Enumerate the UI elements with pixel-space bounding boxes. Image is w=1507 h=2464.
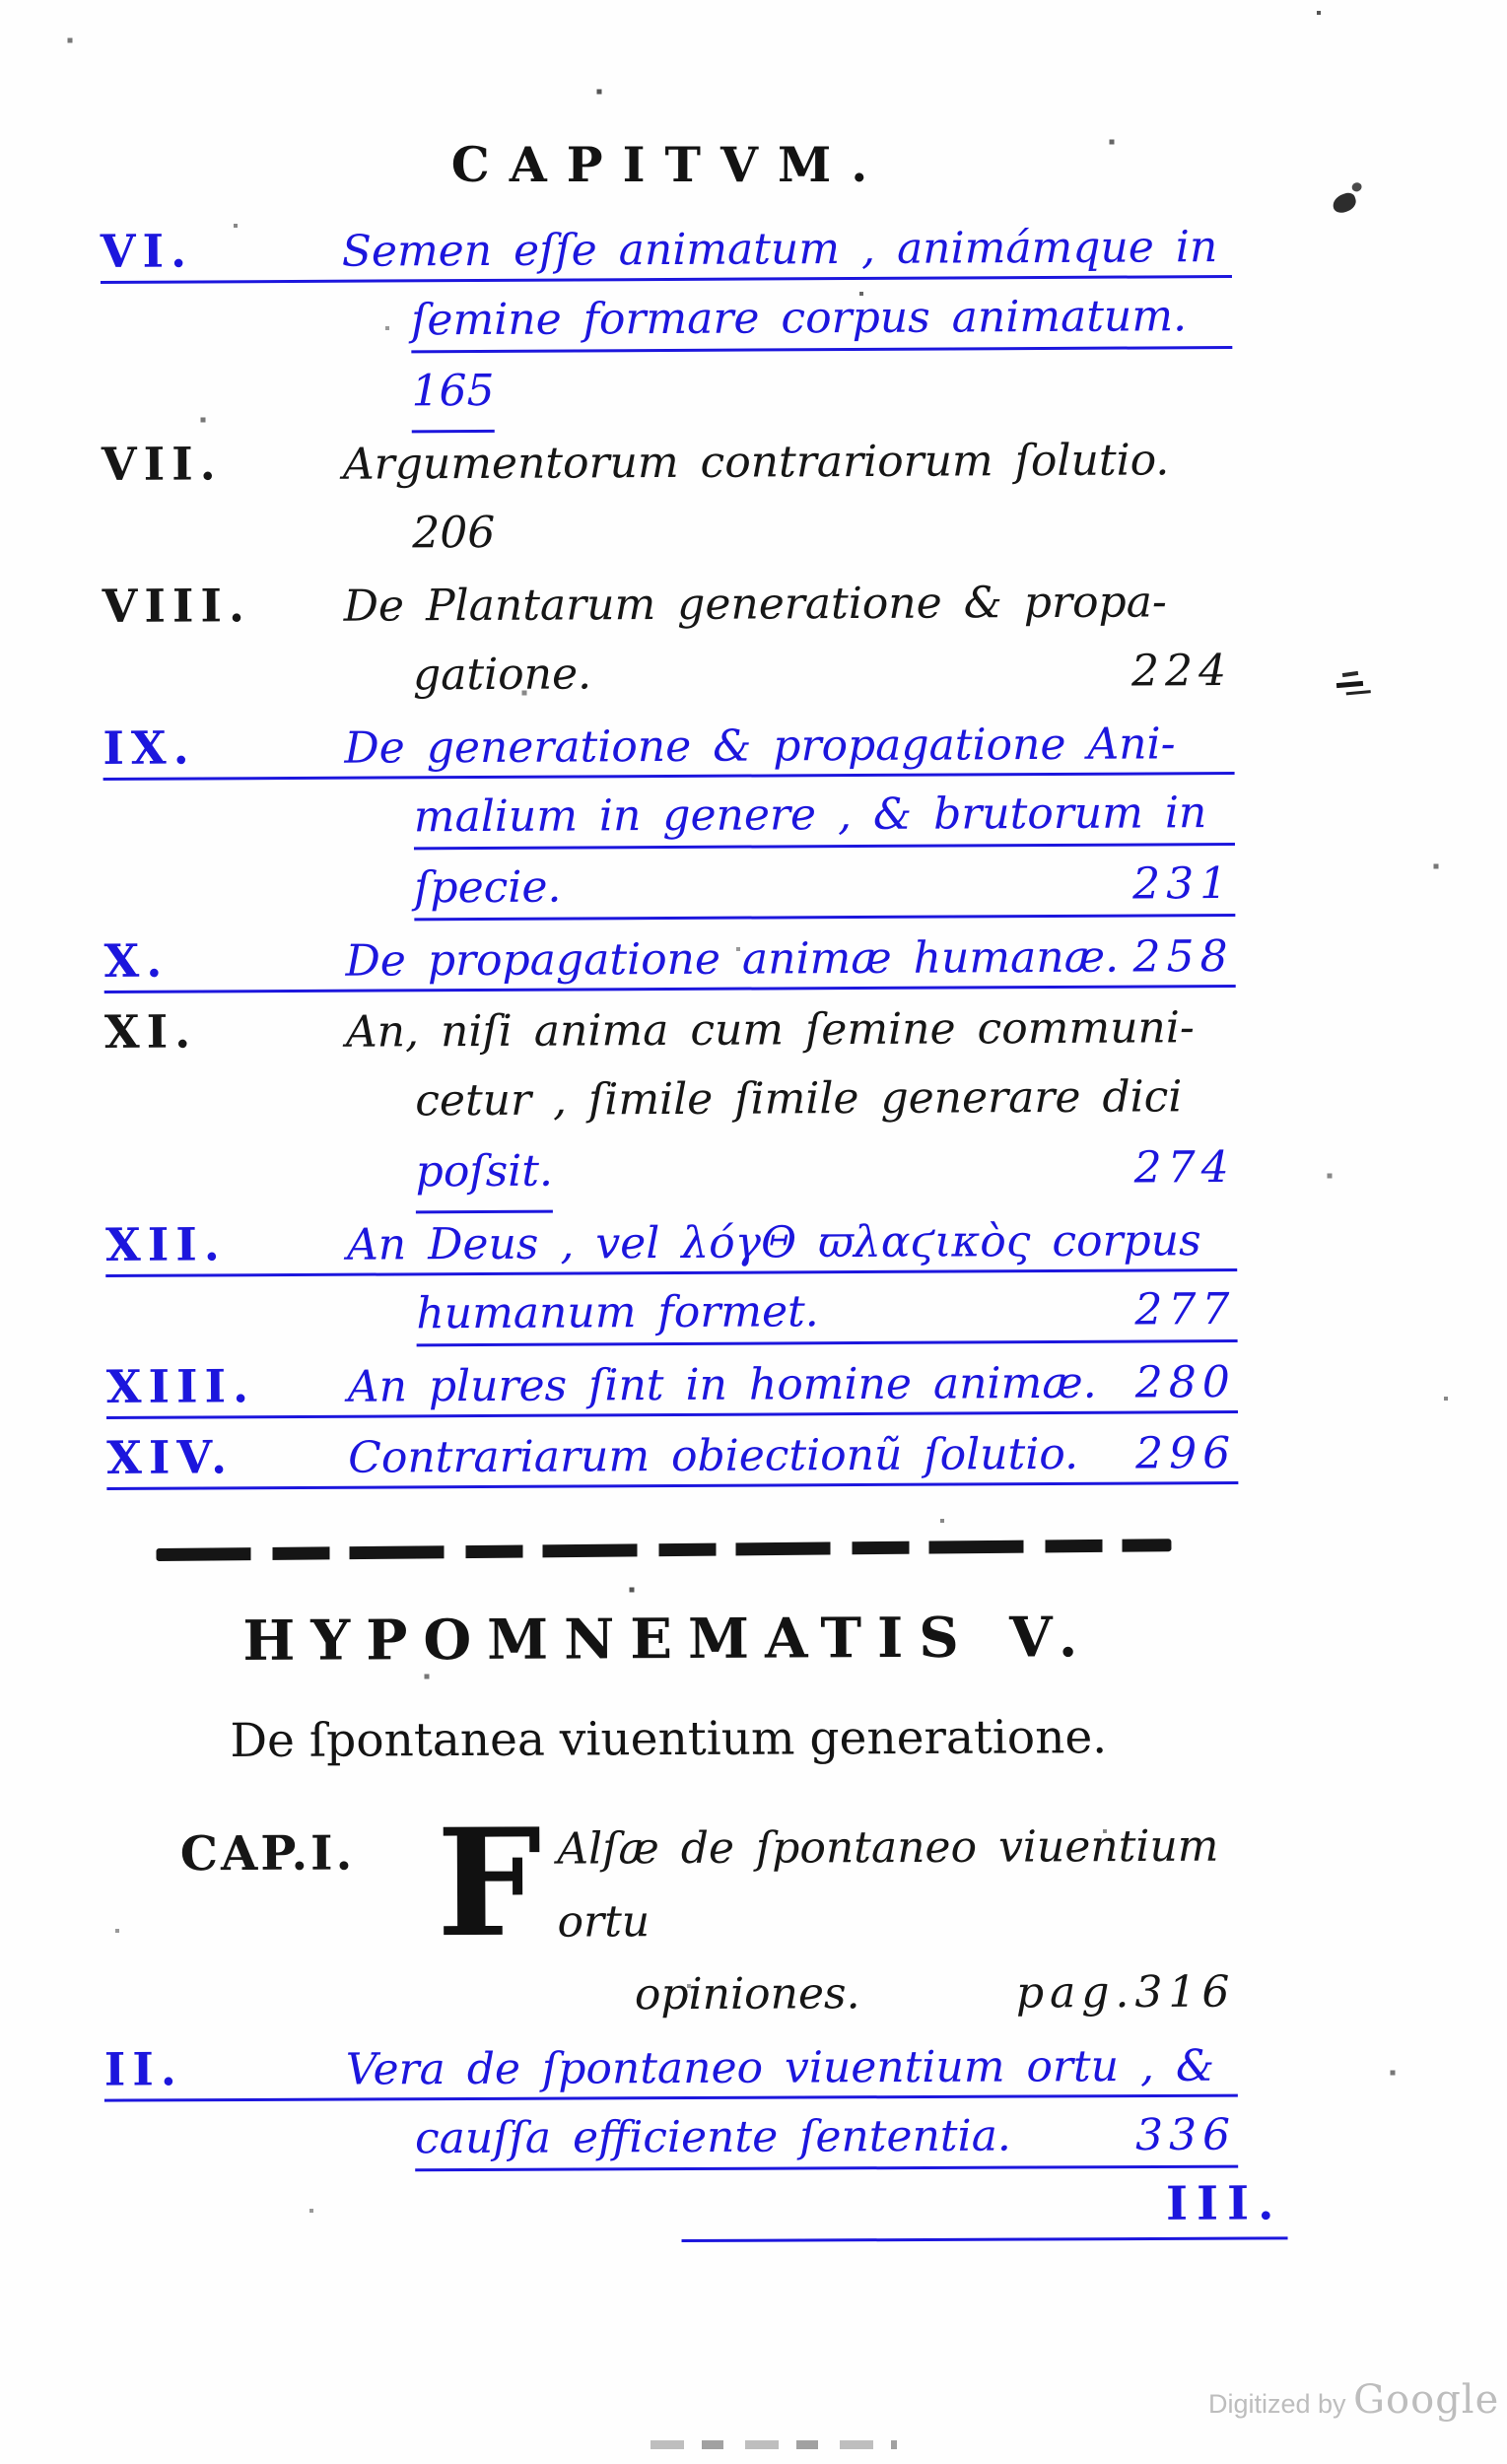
table-of-contents	[101, 210, 1239, 1493]
chapter-title-line[interactable]: malium in genere , & brutorum in	[413, 787, 1207, 843]
digitized-by-text: Digitized by	[1208, 2389, 1354, 2419]
margin-mark	[1336, 670, 1366, 698]
chapter-title-line[interactable]: ſpecie.	[414, 861, 562, 914]
page-title: CAPITVM.	[450, 136, 888, 193]
next-chapter-link[interactable]: III.	[1165, 2176, 1283, 2231]
page-number[interactable]: 277	[1134, 1283, 1236, 1335]
chapter-number[interactable]: VI.	[100, 224, 194, 279]
chapter-title-line[interactable]: Semen eſſe animatum , animámque in	[341, 222, 1218, 277]
cap-title-text: opiniones.	[634, 1968, 860, 2020]
cap-title-text: Alſæ de ſpontaneo viuentium ortu	[557, 1820, 1219, 1948]
page-number[interactable]: 280	[1134, 1356, 1236, 1408]
paper-specks	[0, 0, 2, 2]
page-number[interactable]: 336	[1134, 2109, 1237, 2161]
indent-spacer	[101, 334, 411, 336]
page-number[interactable]: 258	[1132, 931, 1234, 983]
chapter-title-line[interactable]: De propagatione animæ humanæ.	[345, 931, 1120, 987]
cap-entry	[103, 1796, 1282, 2033]
indent-spacer	[103, 902, 414, 904]
chapter-title-line[interactable]: cauſſa efficiente ſententia.	[414, 2110, 1011, 2164]
indent-spacer	[106, 1328, 417, 1330]
toc-entry-row	[105, 1274, 1237, 1351]
toc-entry-row	[105, 1203, 1237, 1280]
toc-entry-row	[105, 1132, 1237, 1209]
toc-entry-row	[101, 281, 1232, 358]
indent-spacer	[104, 1115, 415, 1117]
chapter-number[interactable]: IX.	[103, 720, 196, 776]
cap-body	[557, 1811, 1237, 2032]
toc-entry-row	[102, 423, 1233, 500]
indent-spacer	[103, 689, 413, 691]
indent-spacer	[104, 2153, 415, 2154]
toc-entry-row	[104, 1061, 1236, 1138]
chapter-number[interactable]: II.	[103, 2042, 183, 2096]
chapter-number: XI.	[103, 1004, 198, 1060]
chapter-title-line: cetur , ſimile ſimile generare dici	[415, 1071, 1183, 1127]
page-number: 224	[1130, 646, 1233, 697]
cap-number: CAP.I.	[179, 1825, 356, 1882]
chapter-title-line[interactable]: ſemine formare corpus animatum.	[411, 291, 1188, 346]
cap-title-line	[558, 1956, 1238, 2032]
hypomnematis-section	[102, 1540, 1282, 2250]
toc-entry-row	[101, 352, 1232, 429]
toc-entry-row	[104, 991, 1236, 1067]
toc-entry-row	[106, 1345, 1238, 1422]
toc-entry-row	[104, 2099, 1282, 2175]
indent-spacer	[102, 547, 412, 549]
chapter-title-line: Argumentorum contrariorum ſolutio.	[342, 435, 1170, 490]
cap-title-line	[557, 1811, 1237, 1959]
chapter-title-line: De Plantarum generatione & propa-	[343, 577, 1167, 632]
chapter-title-line[interactable]: An plures ſint in homine animæ.	[347, 1357, 1097, 1412]
ink-blot	[1331, 191, 1358, 216]
page-number[interactable]: 165	[411, 356, 494, 433]
chapter-title-line: An, niſi anima cum ſemine communi-	[345, 1002, 1195, 1058]
toc-entry-row	[104, 2028, 1282, 2104]
toc-entry-row	[103, 636, 1234, 713]
drop-cap: F	[436, 1796, 542, 1971]
section-title: HYPOMNEMATIS V.	[242, 1605, 1094, 1674]
section-subtitle: De ſpontanea viuentium generatione.	[230, 1710, 1108, 1769]
google-logo-text: Google	[1353, 2377, 1500, 2423]
indent-spacer	[105, 1186, 416, 1188]
google-watermark	[1208, 2377, 1499, 2423]
chapter-number[interactable]: XII.	[104, 1217, 227, 1271]
indent-spacer	[102, 405, 412, 407]
next-chapter-row	[104, 2172, 1282, 2250]
toc-entry-row	[103, 778, 1235, 855]
toc-entry-row	[101, 210, 1232, 287]
chapter-title-line[interactable]: An Deus , vel λόγΘ ϖλαϛικὸς corpus	[346, 1215, 1201, 1270]
chapter-number: VIII.	[102, 579, 252, 634]
page-number[interactable]: 296	[1135, 1427, 1237, 1479]
chapter-number[interactable]: XIII.	[105, 1359, 256, 1413]
toc-entry-row	[103, 920, 1235, 996]
ghost-print	[651, 2440, 897, 2449]
chapter-number[interactable]: XIV.	[106, 1430, 235, 1484]
toc-entry-row	[102, 494, 1233, 571]
toc-entry-row	[103, 707, 1234, 784]
page-number[interactable]: 231	[1132, 858, 1234, 910]
page-number: pag.316	[1015, 1966, 1236, 2019]
chapter-title-line[interactable]: humanum formet.	[416, 1286, 819, 1339]
page-number: 206	[412, 507, 496, 559]
chapter-title-line[interactable]: De generatione & propagatione Ani-	[344, 719, 1176, 774]
chapter-title-line[interactable]: Vera de ſpontaneo viuentium ortu , &	[345, 2040, 1215, 2095]
page-number[interactable]: 274	[1133, 1142, 1235, 1194]
chapter-number[interactable]: X.	[103, 933, 170, 989]
chapter-title-line[interactable]: Contrariarum obiectionũ ſolutio.	[348, 1428, 1079, 1483]
chapter-number: VII.	[101, 437, 223, 492]
toc-entry-row	[103, 849, 1235, 925]
indent-spacer	[103, 831, 414, 833]
toc-entry-row	[102, 565, 1233, 642]
chapter-title-line[interactable]: poſsit.	[416, 1136, 554, 1214]
chapter-title-line: gatione.	[412, 649, 592, 701]
toc-entry-row	[106, 1416, 1238, 1493]
section-divider	[156, 1539, 1171, 1561]
